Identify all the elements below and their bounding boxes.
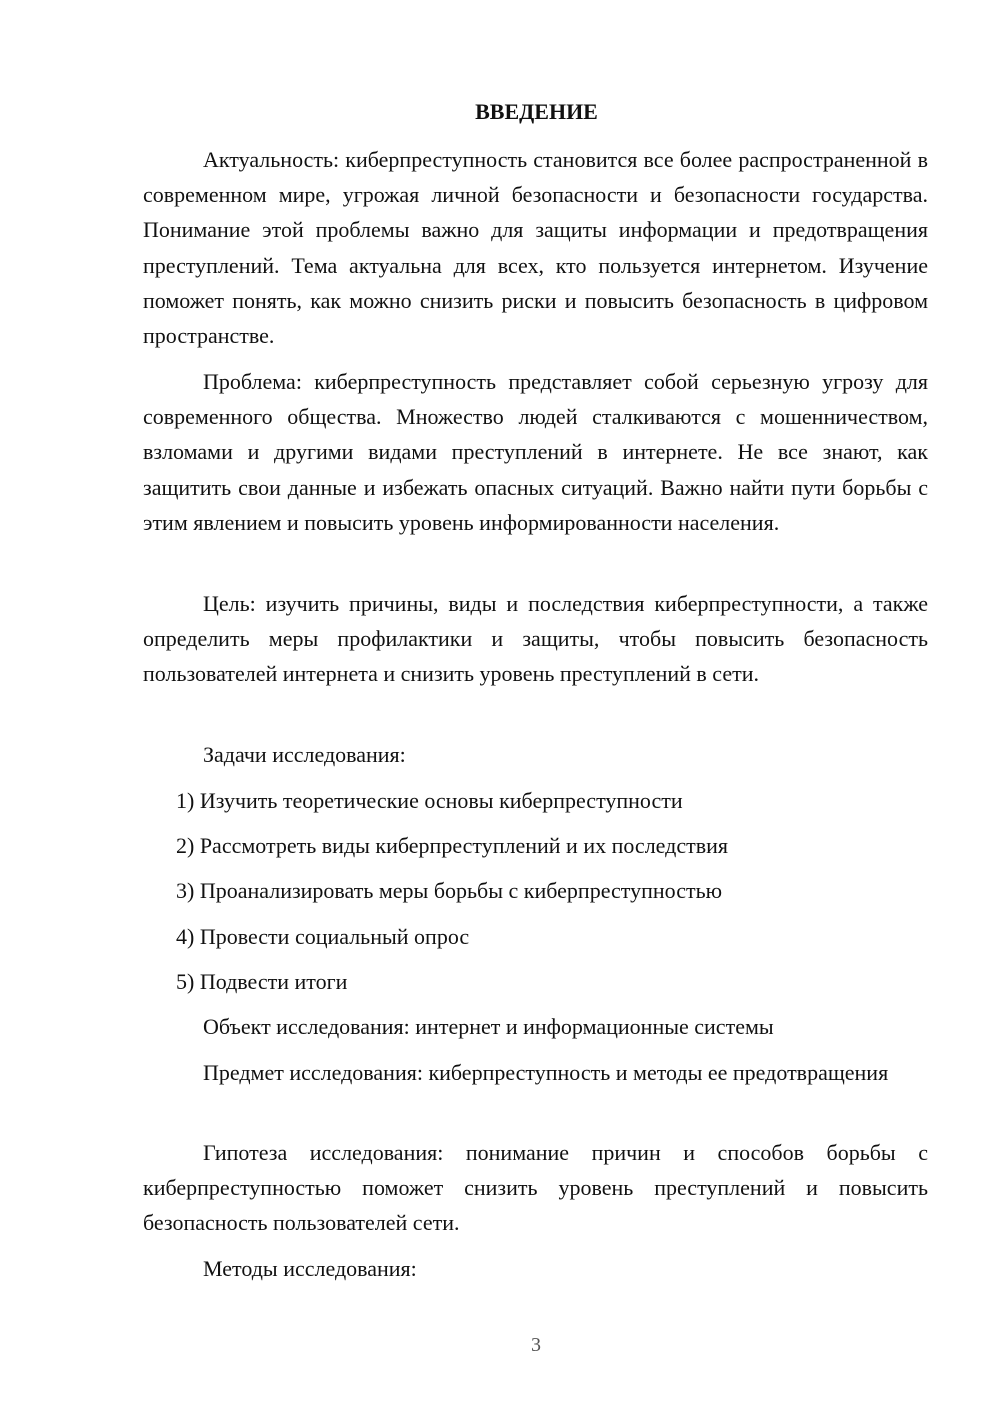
task-item: 2) Рассмотреть виды киберпреступлений и их последствия [176, 833, 728, 858]
task-item: 5) Подвести итоги [176, 969, 348, 994]
task-item: 4) Провести социальный опрос [176, 924, 470, 949]
page-number: 3 [531, 1334, 541, 1356]
paragraph-relevance: Актуальность: киберпреступность становится все более распространенной в современном мире, угрожая личной безопасности и безопасности государства. Понимание этой проблемы важно для защиты информации и предотвращения преступлений. Тема актуальна для всех, кто пользуется интернетом. Изучение поможет понять, как можно снизить риски и повысить безопасность в цифровом пространстве. [143, 147, 928, 349]
paragraph-subject: Предмет исследования: киберпреступность и методы ее предотвращения [203, 1060, 889, 1085]
task-item: 3) Проанализировать меры борьбы с киберпреступностью [176, 878, 723, 903]
methods-heading: Методы исследования: [203, 1256, 417, 1281]
tasks-heading: Задачи исследования: [203, 742, 406, 767]
paragraph-problem: Проблема: киберпреступность представляет собой серьезную угрозу для современного общества. Множество людей сталкиваются с мошенничеством, взломами и другими видами преступлений в интернете. Не все знают, как защитить свои данные и избежать опасных ситуаций. Важно найти пути борьбы с этим явлением и повысить уровень информированности населения. [143, 369, 928, 535]
task-item: 1) Изучить теоретические основы киберпреступности [176, 788, 683, 813]
paragraph-object: Объект исследования: интернет и информационные системы [203, 1014, 774, 1039]
paragraph-hypothesis: Гипотеза исследования: понимание причин и способов борьбы с киберпреступностью поможет снизить уровень преступлений и повысить безопасность пользователей сети. [143, 1140, 928, 1236]
paragraph-goal: Цель: изучить причины, виды и последствия киберпреступности, а также определить меры профилактики и защиты, чтобы повысить безопасность пользователей интернета и снизить уровень преступлений в сети. [143, 591, 928, 687]
section-title: ВВЕДЕНИЕ [475, 99, 598, 124]
